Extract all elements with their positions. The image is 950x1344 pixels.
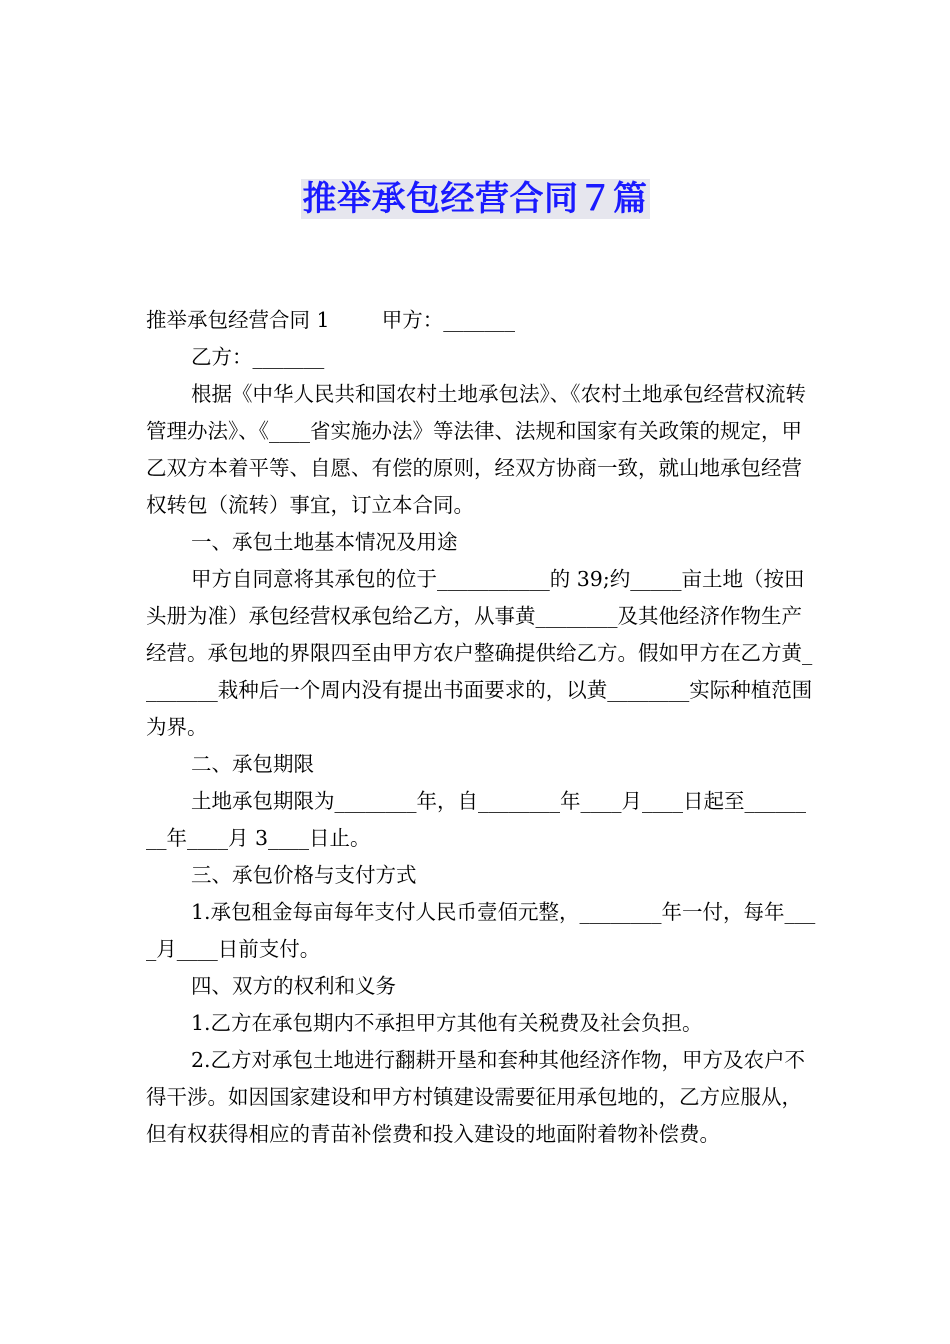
paragraph-section-2: 土地承包期限为________年，自________年____月____日起至________年____月 3____日止。 (146, 789, 806, 850)
document-title-text: 推举承包经营合同７篇 (302, 179, 648, 219)
paragraph-section-4-item-1: 1.乙方在承包期内不承担甲方其他有关税费及社会负担。 (191, 1011, 703, 1035)
paragraph-heading-party-a: 推举承包经营合同 1 甲方：_______ (146, 308, 515, 332)
section-heading-2: 二、承包期限 (191, 752, 314, 776)
section-heading-4: 四、双方的权利和义务 (191, 974, 396, 998)
paragraph-section-1: 甲方自同意将其承包的位于___________的 39;约_____亩土地（按田头册为准）承包经营权承包给乙方，从事黄________及其他经济作物生产经营。承包地的界限四至由甲方农户整确提供给乙方。假如甲方在乙方黄________栽种后一个周内没有提出书面要求的，以黄________实际种植范围为界。 (146, 567, 813, 739)
paragraph-section-4-item-2: 2.乙方对承包土地进行翻耕开垦和套种其他经济作物，甲方及农户不得干涉。如因国家建设和甲方村镇建设需要征用承包地的，乙方应服从，但有权获得相应的青苗补偿费和投入建设的地面附着物补偿费。 (146, 1048, 806, 1146)
document-body (146, 302, 816, 1153)
paragraph-preamble: 根据《中华人民共和国农村土地承包法》、《农村土地承包经营权流转管理办法》、《____省实施办法》等法律、法规和国家有关政策的规定，甲乙双方本着平等、自愿、有偿的原则，经双方协商一致，就山地承包经营权转包（流转）事宜，订立本合同。 (146, 382, 806, 517)
paragraph-party-b: 乙方：_______ (191, 345, 325, 369)
paragraph-section-3-item-1: 1.承包租金每亩每年支付人民币壹佰元整，________年一付，每年____月____日前支付。 (146, 900, 816, 961)
section-heading-3: 三、承包价格与支付方式 (191, 863, 417, 887)
document-title (0, 176, 950, 222)
section-heading-1: 一、承包土地基本情况及用途 (191, 530, 458, 554)
